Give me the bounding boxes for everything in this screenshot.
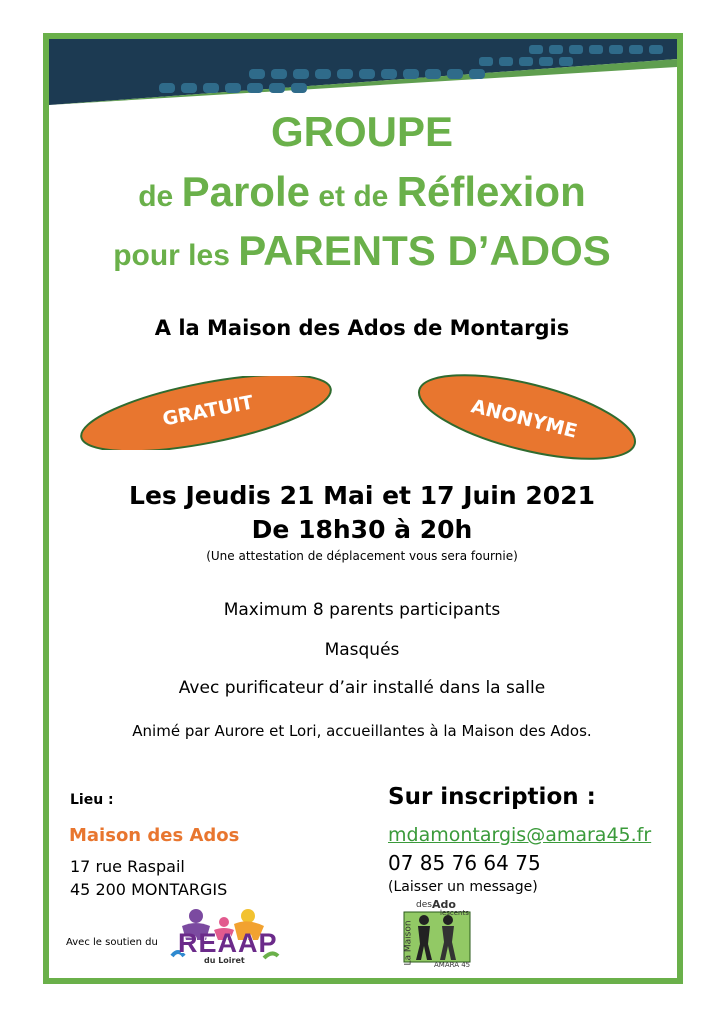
header-banner — [49, 39, 677, 105]
mda-logo-des: des — [416, 900, 432, 910]
title-word-reflexion: Réflexion — [396, 168, 586, 215]
title-line-2 — [0, 168, 724, 216]
reaap-logo-subtext: du Loiret — [204, 956, 245, 965]
reaap-logo-text: REAAP — [178, 928, 278, 958]
title-word-de: de — [138, 180, 182, 213]
max-participants: Maximum 8 parents participants — [223, 600, 501, 620]
anonymous-badge-label: ANONYME — [468, 395, 580, 443]
mda-logo-ado: Ado — [432, 898, 456, 911]
title-line-1: GROUPE — [270, 108, 454, 155]
support-label: Avec le soutien du — [66, 937, 158, 948]
place-name: Maison des Ados — [69, 825, 240, 846]
purifier-note: Avec purificateur d’air installé dans la salle — [178, 678, 546, 698]
signup-note: (Laisser un message) — [388, 879, 538, 895]
place-city: 45 200 MONTARGIS — [70, 880, 228, 899]
title-word-parole: Parole — [181, 168, 310, 215]
signup-email-link[interactable]: mdamontargis@amara45.fr — [388, 824, 652, 846]
title-word-et-de: et de — [310, 180, 397, 213]
title-word-parents-dados: PARENTS D’ADOS — [238, 227, 611, 274]
signup-heading: Sur inscription : — [388, 784, 596, 810]
mda-logo — [394, 898, 474, 974]
title-word-pour-les: pour les — [113, 239, 239, 272]
mda-logo-side-text: La Maison — [403, 920, 414, 966]
location-heading: A la Maison des Ados de Montargis — [154, 316, 570, 340]
mda-logo-amara: AMARA 45 — [434, 961, 471, 969]
free-badge-label: GRATUIT — [160, 391, 256, 431]
masks-note: Masqués — [324, 640, 400, 660]
reaap-logo — [168, 906, 280, 968]
hosts-note: Animé par Aurore et Lori, accueillantes à la Maison des Ados. — [132, 722, 592, 740]
time-line: De 18h30 à 20h — [251, 515, 473, 544]
signup-phone: 07 85 76 64 75 — [388, 851, 541, 875]
dates-line: Les Jeudis 21 Mai et 17 Juin 2021 — [129, 481, 595, 510]
mda-logo-lescents: lescents — [440, 909, 469, 917]
title-line-3 — [0, 227, 724, 275]
place-label: Lieu : — [70, 792, 114, 808]
place-street: 17 rue Raspail — [70, 857, 185, 876]
attestation-note: (Une attestation de déplacement vous sera fournie) — [206, 549, 518, 563]
